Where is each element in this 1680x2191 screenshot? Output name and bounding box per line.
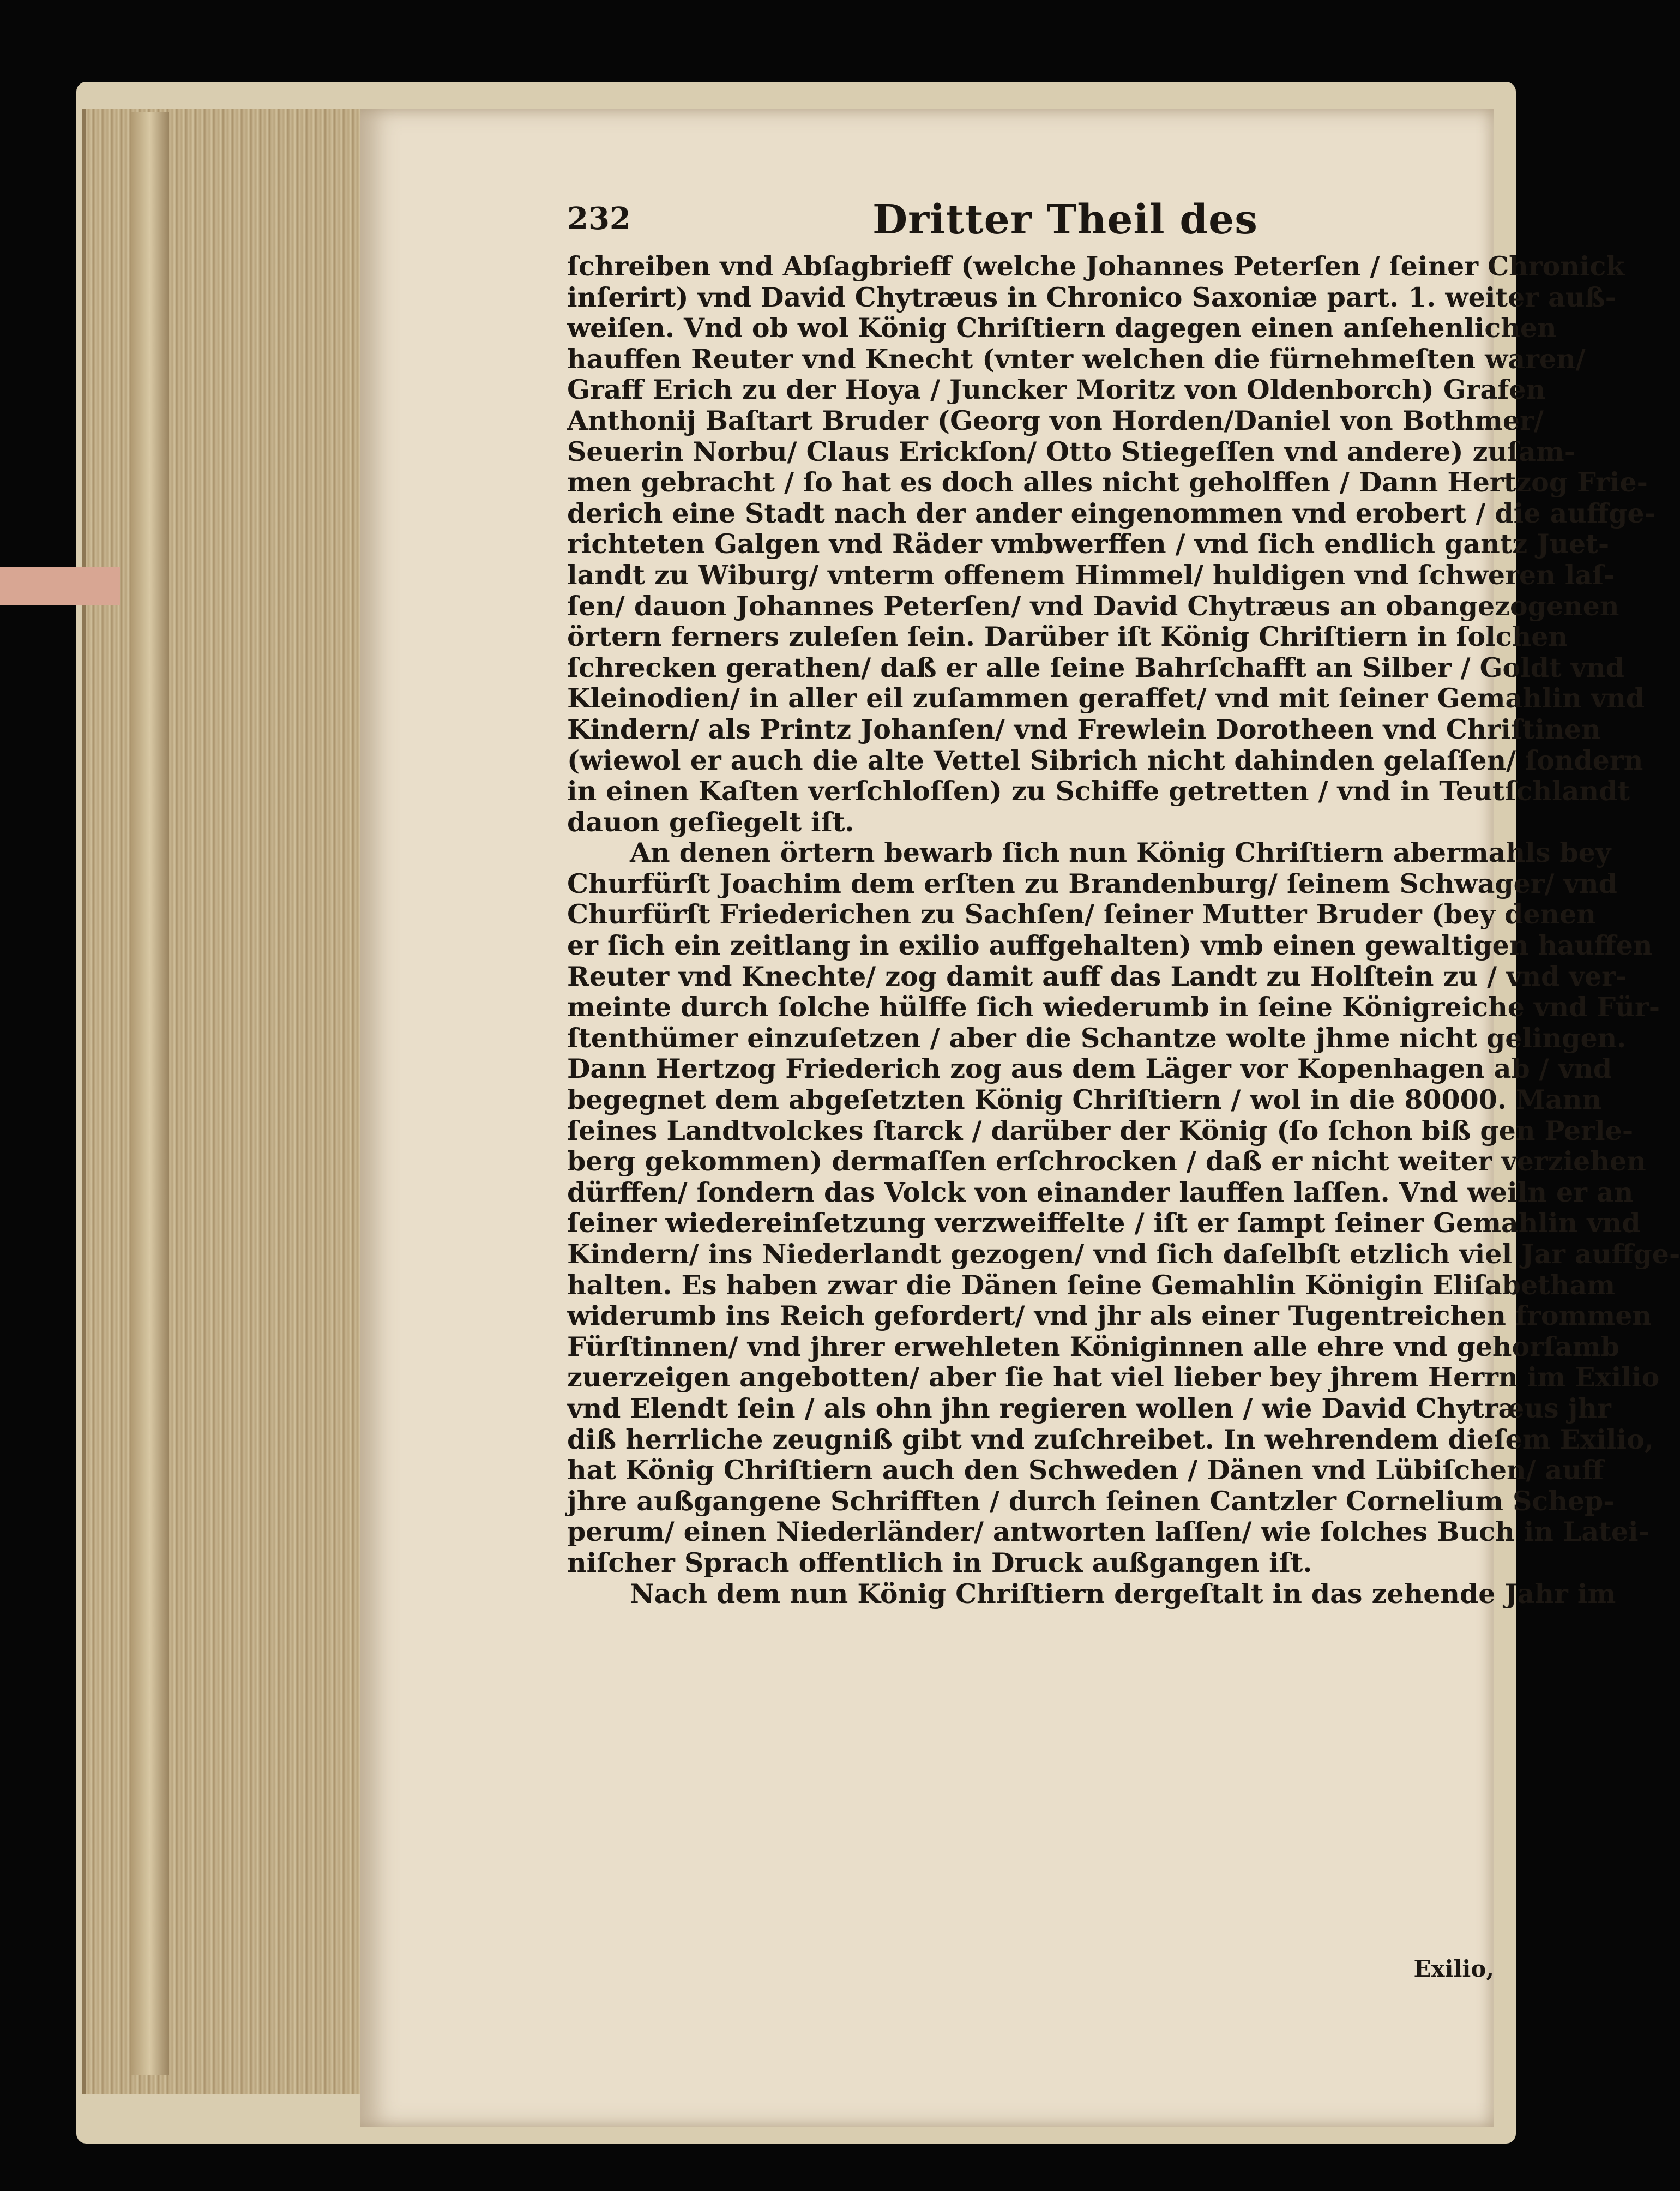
text-line: weiſen. Vnd ob wol König Chriſtiern dagegen einen anſehenlichen	[567, 312, 1557, 344]
text-line: hat König Chriſtiern auch den Schweden / Dänen vnd Lübiſchen/ auff	[567, 1454, 1604, 1486]
text-line: Nach dem nun König Chriſtiern dergeſtalt in das zehende Jahr im	[630, 1577, 1616, 1610]
text-line: dürffen/ ſondern das Volck von einander lauffen laſſen. Vnd weiln er an	[567, 1176, 1634, 1208]
text-line: Reuter vnd Knechte/ zog damit auff das Landt zu Holſtein zu / vnd ver-	[567, 960, 1627, 992]
text-line: dauon geſiegelt iſt.	[567, 806, 854, 838]
text-line: zuerzeigen angebotten/ aber ſie hat viel lieber bey jhrem Herrn im Exilio	[567, 1361, 1660, 1394]
text-line: inſerirt) vnd David Chytræus in Chronico Saxoniæ part. 1. weiter auß-	[567, 281, 1617, 313]
text-line: Dann Hertzog Friederich zog aus dem Läger vor Kopenhagen ab / vnd	[567, 1053, 1612, 1085]
text-line: men gebracht / ſo hat es doch alles nicht geholffen / Dann Hertzog Frie-	[567, 466, 1648, 499]
catchword: Exilio,	[1413, 1955, 1494, 1982]
text-line: Kleinodien/ in aller eil zuſammen geraffet/ vnd mit ſeiner Gemahlin vnd	[567, 682, 1645, 715]
text-line: ſeiner wiedereinſetzung verzweiffelte / iſt er ſampt ſeiner Gemahlin vnd	[567, 1207, 1641, 1239]
text-line: niſcher Sprach offentlich in Druck außgangen iſt.	[567, 1546, 1312, 1578]
text-line: vnd Elendt ſein / als ohn jhn regieren wollen / wie David Chytræus jhr	[567, 1392, 1611, 1424]
text-line: Fürſtinnen/ vnd jhrer erwehleten Königinnen alle ehre vnd gehorſamb	[567, 1330, 1619, 1362]
text-line: Churfürſt Joachim dem erſten zu Brandenburg/ ſeinem Schwager/ vnd	[567, 867, 1617, 899]
text-line: örtern ferners zuleſen ſein. Darüber iſt König Chriſtiern in ſolchen	[567, 621, 1568, 653]
text-line: jhre außgangene Schrifften / durch ſeinen Cantzler Cornelium Schep-	[567, 1485, 1615, 1517]
text-line: (wiewol er auch die alte Vettel Sibrich nicht dahinden gelaſſen/ ſondern	[567, 744, 1643, 776]
text-line: er ſich ein zeitlang in exilio auffgehalten) vmb einen gewaltigen hauffen	[567, 929, 1653, 962]
text-line: Kindern/ ins Niederlandt gezogen/ vnd ſich daſelbſt etzlich viel Jar auffge-	[567, 1238, 1680, 1270]
text-line: Anthonij Baſtart Bruder (Georg von Horden/Daniel von Bothmer/	[567, 404, 1544, 436]
text-line: diß herrliche zeugniß gibt vnd zuſchreibet. In wehrendem dieſem Exilio,	[567, 1423, 1654, 1455]
text-line: perum/ einen Niederländer/ antworten laſſen/ wie ſolches Buch in Latei-	[567, 1516, 1649, 1548]
text-line: ſeines Landtvolckes ſtarck / darüber der König (ſo ſchon biß gen Perle-	[567, 1114, 1634, 1146]
text-line: Churfürſt Friederichen zu Sachſen/ ſeiner Mutter Bruder (bey denen	[567, 898, 1596, 931]
page-number: 232	[567, 201, 631, 237]
text-line: in einen Kaſten verſchloſſen) zu Schiffe getretten / vnd in Teutſchlandt	[567, 775, 1630, 807]
text-line: berg gekommen) dermaſſen erſchrocken / daß er nicht weiter verziehen	[567, 1145, 1646, 1178]
text-line: halten. Es haben zwar die Dänen ſeine Gemahlin Königin Eliſabetham	[567, 1269, 1616, 1301]
text-line: ſen/ dauon Johannes Peterſen/ vnd David Chytræus an obangezogenen	[567, 590, 1619, 622]
text-line: Seuerin Norbu/ Claus Erickſon/ Otto Stiegeſſen vnd andere) zuſam-	[567, 435, 1576, 467]
bookmark-ribbon	[0, 567, 120, 605]
text-line: landt zu Wiburg/ vnterm offenem Himmel/ huldigen vnd ſchweren laſ-	[567, 559, 1615, 591]
text-line: Graff Erich zu der Hoya / Juncker Moritz von Oldenborch) Grafen	[567, 374, 1546, 406]
text-line: Kindern/ als Printz Johanſen/ vnd Frewlein Dorotheen vnd Chriſtinen	[567, 713, 1601, 745]
text-line: derich eine Stadt nach der ander eingenommen vnd erobert / die auffge-	[567, 497, 1655, 529]
text-block	[567, 196, 1680, 1982]
text-line: richteten Galgen vnd Räder vmbwerffen / vnd ſich endlich gantz Juet-	[567, 528, 1610, 560]
page-edge-shading	[131, 112, 169, 2075]
text-line: ſchrecken gerathen/ daß er alle ſeine Bahrſchafft an Silber / Goldt vnd	[567, 651, 1625, 683]
text-line: An denen örtern bewarb ſich nun König Chriſtiern abermahls bey	[630, 837, 1611, 869]
text-line: widerumb ins Reich gefordert/ vnd jhr als einer Tugentreichen frommen	[567, 1300, 1652, 1332]
body-text	[567, 250, 1680, 1610]
page-header	[567, 196, 1494, 251]
text-line: ſtenthümer einzuſetzen / aber die Schantze wolte jhme nicht gelingen.	[567, 1022, 1627, 1054]
text-line: ſchreiben vnd Abſagbrieff (welche Johannes Peterſen / ſeiner Chronick	[567, 250, 1625, 282]
text-line: begegnet dem abgeſetzten König Chriſtiern / wol in die 80000. Mann	[567, 1084, 1602, 1116]
running-title: Dritter Theil des	[872, 196, 1258, 243]
text-line: meinte durch ſolche hülffe ſich wiederumb in ſeine Königreiche vnd Für-	[567, 991, 1660, 1023]
text-line: hauffen Reuter vnd Knecht (vnter welchen die fürnehmeſten waren/	[567, 343, 1586, 375]
page-block-edges	[82, 109, 375, 2094]
